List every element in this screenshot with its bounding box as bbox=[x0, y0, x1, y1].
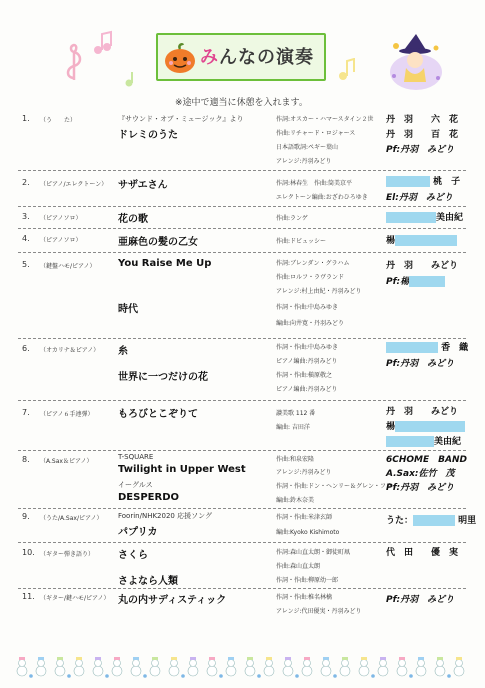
item-number: 2. bbox=[22, 178, 30, 187]
item-genre: （鍵盤ハモ/ピアノ） bbox=[40, 263, 96, 270]
song-credit: 作曲:ドビュッシー bbox=[276, 238, 327, 245]
performer: El:丹羽 みどり bbox=[386, 193, 453, 203]
item-number: 4. bbox=[22, 234, 30, 243]
song-credit: 作詞・作曲:柳原幼一郎 bbox=[276, 577, 339, 584]
item-genre: （ギター弾き語り） bbox=[40, 551, 94, 558]
program-item-2 bbox=[18, 170, 466, 207]
name-redaction bbox=[413, 515, 455, 526]
item-number: 5. bbox=[22, 260, 30, 269]
song-credit: 編曲: 吉田洋 bbox=[276, 424, 310, 431]
music-note-icon bbox=[92, 30, 114, 56]
song-credit: 編曲:向井寛・丹羽みどり bbox=[276, 320, 345, 327]
song-credit: ピアノ編曲:丹羽みどり bbox=[276, 358, 338, 365]
program-item-6 bbox=[18, 338, 469, 401]
performer: 楊 bbox=[386, 233, 457, 246]
item-number: 8. bbox=[22, 455, 30, 464]
song-title: ドレミのうた bbox=[118, 130, 178, 141]
name-redaction bbox=[386, 436, 434, 447]
song-credit: 作曲:和泉宏隆 bbox=[276, 456, 315, 463]
item-genre: （ピアノ/エレクトーン） bbox=[40, 181, 108, 188]
program-item-8 bbox=[18, 450, 466, 509]
snowman-border-icon bbox=[0, 652, 485, 682]
song-note: T-SQUARE bbox=[118, 453, 154, 461]
performer: 楊 bbox=[386, 419, 465, 432]
song-note: イーグルス bbox=[118, 481, 153, 489]
performer: 美由紀 bbox=[386, 210, 463, 223]
item-genre: （ピアノソロ） bbox=[40, 237, 82, 244]
treble-clef-icon bbox=[60, 42, 88, 82]
performer: 6CHOME BAND bbox=[386, 455, 467, 465]
name-redaction bbox=[386, 342, 438, 353]
song-title: You Raise Me Up bbox=[118, 258, 212, 269]
performer: 丹 羽 百 花 bbox=[386, 130, 459, 140]
performer: Pf:丹羽 みどり bbox=[386, 359, 455, 369]
program-item-4 bbox=[18, 228, 466, 253]
item-number: 1. bbox=[22, 114, 30, 123]
item-genre: （オカリナ＆ピアノ） bbox=[40, 347, 100, 354]
song-credit: 作詞・作曲:中島みゆき bbox=[276, 344, 339, 351]
song-credit: 作詞:オスカー・ハマースタイン２世 bbox=[276, 116, 374, 123]
song-credit: 作詞:森山直太朗・御徒町凧 bbox=[276, 549, 351, 556]
song-credit: 作詞:林春生 作曲:筒美京平 bbox=[276, 180, 353, 187]
page-subtitle: ※途中で適当に休憩を入れます。 bbox=[175, 98, 308, 108]
song-note: Foorin/NHK2020 応援ソング bbox=[118, 512, 212, 520]
performer: 代 田 優 実 bbox=[386, 548, 459, 558]
item-genre: （う た） bbox=[40, 117, 77, 124]
song-credit: ピアノ編曲:丹羽みどり bbox=[276, 386, 338, 393]
performer: うた： 明里 bbox=[386, 516, 477, 526]
song-title: DESPERDO bbox=[118, 492, 179, 503]
music-note-icon bbox=[124, 70, 138, 88]
item-genre: （うた/A.Sax/ピアノ） bbox=[40, 515, 103, 522]
name-redaction bbox=[386, 212, 436, 223]
performer: Pf:丹羽 みどり bbox=[386, 483, 455, 493]
song-credit: 作詞・作曲:槇原敬之 bbox=[276, 372, 333, 379]
song-credit: アレンジ:村上由紀・丹羽みどり bbox=[276, 288, 362, 295]
name-redaction bbox=[395, 235, 457, 246]
item-genre: （ギター/鍵ハモ/ピアノ） bbox=[40, 595, 110, 602]
song-title: さくら bbox=[118, 550, 148, 561]
song-credit: エレクトーン編曲:おざわひろゆき bbox=[276, 194, 368, 201]
performer: Pf:丹羽 みどり bbox=[386, 145, 455, 155]
song-credit: 編曲:Kyoko Kishimoto bbox=[276, 529, 340, 536]
page-title-box bbox=[156, 33, 326, 81]
item-number: 9. bbox=[22, 512, 30, 521]
song-credit: 日本語歌詞:ペギー葉山 bbox=[276, 144, 339, 151]
song-credit: アレンジ:丹羽みどり bbox=[276, 158, 332, 165]
performer: Pf:楊 bbox=[386, 274, 445, 287]
song-title: さよなら人類 bbox=[118, 576, 178, 587]
song-credit: 作曲:ロルフ・ラヴランド bbox=[276, 274, 345, 281]
song-title: 亜麻色の髪の乙女 bbox=[118, 237, 198, 248]
song-title: サザエさん bbox=[118, 180, 168, 191]
performer: Pf:丹羽 みどり bbox=[386, 595, 455, 605]
program-item-9 bbox=[18, 508, 477, 543]
song-credit: 作詞・作曲:中島みゆき bbox=[276, 304, 339, 311]
item-number: 7. bbox=[22, 408, 30, 417]
song-note: 『サウンド・オブ・ミュージック』より bbox=[118, 115, 244, 123]
song-credit: 作詞・作曲:米津玄師 bbox=[276, 514, 333, 521]
name-redaction bbox=[395, 421, 465, 432]
song-credit: 編曲:鈴木奈美 bbox=[276, 497, 315, 504]
item-genre: （ピアノソロ） bbox=[40, 215, 82, 222]
song-title: 糸 bbox=[118, 346, 128, 357]
song-credit: 作曲:ランゲ bbox=[276, 215, 308, 222]
name-redaction bbox=[409, 276, 445, 287]
song-title: 時代 bbox=[118, 304, 138, 315]
item-number: 3. bbox=[22, 212, 30, 221]
song-credit: アレンジ:丹羽みどり bbox=[276, 469, 332, 476]
performer: 桃 子 bbox=[386, 174, 460, 187]
song-credit: 讃美歌 112 番 bbox=[276, 410, 316, 417]
item-number: 11. bbox=[22, 592, 35, 601]
song-credit: 作詞:ブレンダン・グラハム bbox=[276, 260, 350, 267]
program-item-1 bbox=[18, 108, 466, 171]
song-title: 丸の内サディスティック bbox=[118, 595, 227, 606]
item-genre: （A.Sax＆ピアノ） bbox=[40, 458, 93, 465]
witch-mascot-icon bbox=[386, 32, 446, 94]
song-title: 世界に一つだけの花 bbox=[118, 372, 208, 383]
song-credit: 作曲:森山直太朗 bbox=[276, 563, 321, 570]
item-number: 6. bbox=[22, 344, 30, 353]
pumpkin-mascot-icon bbox=[162, 41, 198, 75]
song-credit: 作詞・作曲:椎名林檎 bbox=[276, 594, 333, 601]
song-title: Twilight in Upper West bbox=[118, 464, 246, 475]
program-item-3 bbox=[18, 206, 466, 229]
performer: 美由紀 bbox=[386, 434, 461, 447]
music-note-icon bbox=[338, 58, 356, 82]
name-redaction bbox=[386, 176, 430, 187]
song-credit: 作曲:リチャード・ロジャース bbox=[276, 130, 356, 137]
page-title: みんなの演奏 bbox=[200, 47, 314, 68]
song-credit: アレンジ:代田優実・丹羽みどり bbox=[276, 608, 362, 615]
item-number: 10. bbox=[22, 548, 35, 557]
performer: 香 織 bbox=[386, 340, 468, 353]
item-genre: （ピアノ６手連弾） bbox=[40, 411, 94, 418]
program-item-11 bbox=[18, 588, 466, 618]
song-title: パプリカ bbox=[118, 527, 158, 538]
song-credit: 作詞・作曲:ドン・ヘンリー＆グレン・フライ bbox=[276, 483, 398, 490]
program-item-7 bbox=[18, 400, 466, 451]
song-title: 花の歌 bbox=[118, 214, 148, 225]
performer: 丹 羽 六 花 bbox=[386, 115, 459, 125]
performer: 丹 羽 みどり bbox=[386, 407, 459, 417]
program-item-5 bbox=[18, 252, 466, 339]
performer: A.Sax:佐竹 茂 bbox=[386, 469, 455, 479]
song-title: もろびとこぞりて bbox=[118, 409, 198, 420]
performer: 丹 羽 みどり bbox=[386, 261, 459, 271]
program-item-10 bbox=[18, 542, 466, 589]
